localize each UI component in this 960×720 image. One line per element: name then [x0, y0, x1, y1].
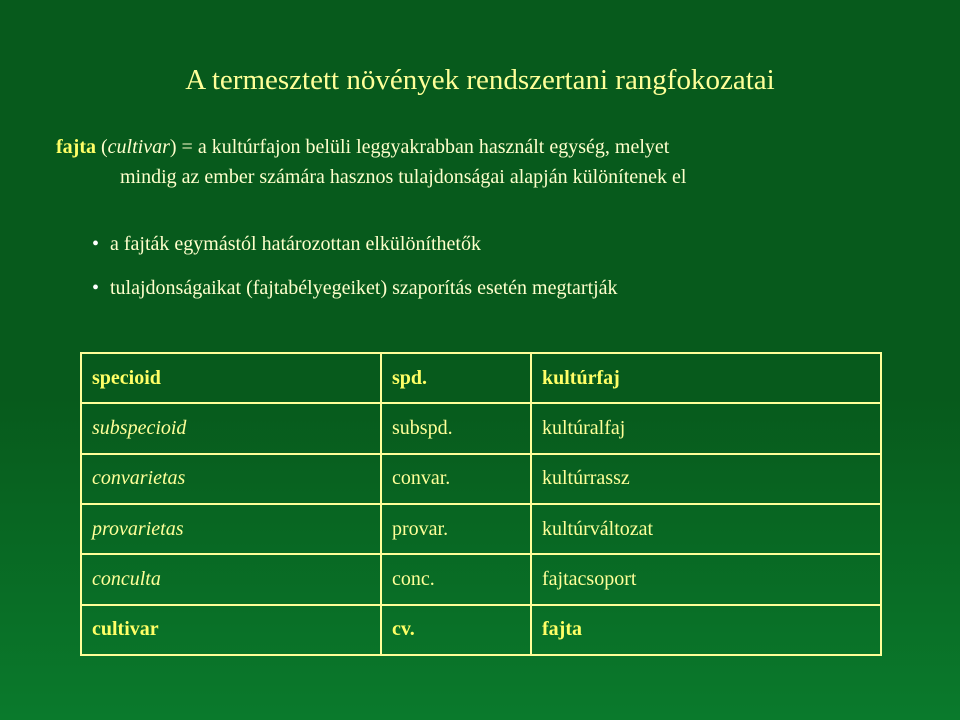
- table-row: [81, 403, 881, 453]
- cultivar-definition: [56, 132, 936, 192]
- definition-line-2: mindig az ember számára hasznos tulajdonságai alapján különítenek el: [120, 166, 687, 188]
- rank-abbr-cell: provar.: [381, 504, 531, 554]
- definition-text-line-1: ) = a kultúrfajon belüli leggyakrabban használt egység, melyet: [169, 136, 670, 158]
- bullet-text: tulajdonságaikat (fajtabélyegeiket) szaporítás esetén megtartják: [110, 277, 618, 299]
- rank-abbr-cell: subspd.: [381, 403, 531, 453]
- rank-latin-cell: cultivar: [81, 605, 381, 655]
- table-row: [81, 353, 881, 403]
- slide-title: A termesztett növények rendszertani rangfokozatai: [185, 64, 775, 96]
- definition-latin-term: cultivar: [107, 136, 170, 158]
- rank-hungarian-cell: kultúrfaj: [531, 353, 881, 403]
- rank-latin-cell: specioid: [92, 366, 161, 389]
- bullet-item: [92, 229, 618, 259]
- table-row: [81, 605, 881, 655]
- bullet-item: [92, 273, 618, 303]
- rank-hungarian-cell: kultúrrassz: [531, 454, 881, 504]
- rank-hungarian-cell: kultúrváltozat: [531, 504, 881, 554]
- bullet-icon: •: [92, 233, 100, 255]
- rank-hungarian-cell: fajta: [531, 605, 881, 655]
- rank-latin-cell: conculta: [81, 554, 381, 604]
- bullet-list: [92, 229, 618, 317]
- bullet-text: a fajták egymástól határozottan elkülöníthetők: [110, 233, 481, 255]
- table-row: [81, 504, 881, 554]
- rank-latin-cell: subspecioid: [81, 403, 381, 453]
- rank-abbr-cell: conc.: [381, 554, 531, 604]
- rank-latin-cell: convarietas: [81, 454, 381, 504]
- rank-abbr-cell: cv.: [381, 605, 531, 655]
- rank-table: [80, 352, 882, 656]
- definition-term: fajta: [56, 136, 96, 158]
- definition-line-1: [56, 132, 936, 162]
- rank-hungarian-cell: kultúralfaj: [531, 403, 881, 453]
- rank-abbr-cell: convar.: [381, 454, 531, 504]
- table-row: [81, 454, 881, 504]
- definition-open-paren: (: [95, 136, 108, 158]
- rank-hungarian-cell: fajtacsoport: [531, 554, 881, 604]
- rank-abbr-cell: spd.: [381, 353, 531, 403]
- rank-latin-cell: provarietas: [81, 504, 381, 554]
- bullet-icon: •: [92, 277, 100, 299]
- table-row: [81, 554, 881, 604]
